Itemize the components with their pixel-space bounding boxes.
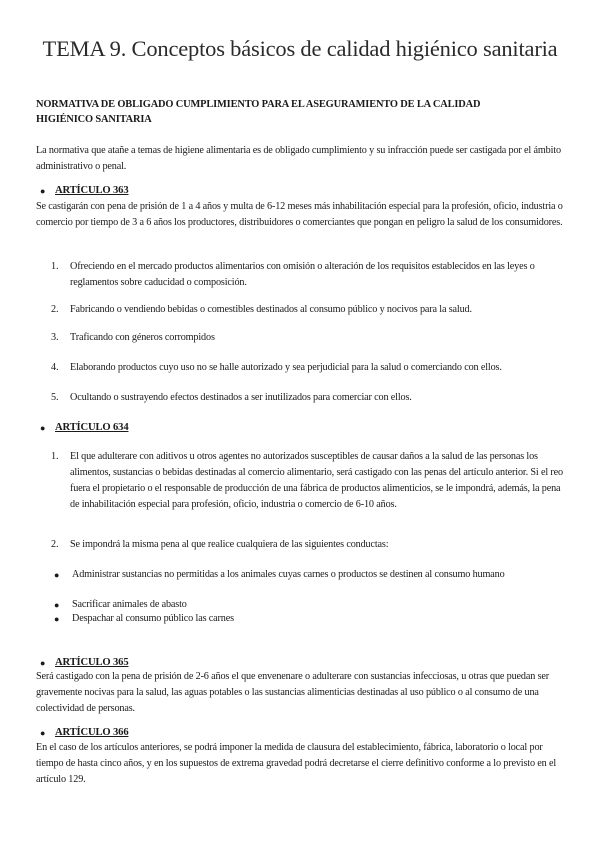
list-item-text: Fabricando o vendiendo bebidas o comestibles destinados al consumo público y nocivos para la salud. xyxy=(70,304,472,315)
bullet-item-text: Administrar sustancias no permitidas a los animales cuyas carnes o productos se destinen al consumo humano xyxy=(72,569,505,580)
list-item xyxy=(51,330,566,346)
bullet-item-text: Sacrificar animales de abasto xyxy=(72,599,187,610)
list-item xyxy=(51,259,566,291)
page-title: TEMA 9. Conceptos básicos de calidad higiénico sanitaria xyxy=(42,36,558,61)
list-item xyxy=(51,302,566,318)
list-item xyxy=(51,390,566,406)
bullet-item xyxy=(54,611,566,627)
list-item-number: 2. xyxy=(51,304,59,315)
list-item-text: Se impondrá la misma pena al que realice cualquiera de las siguientes conductas: xyxy=(70,539,389,550)
article-363-paragraph: Se castigarán con pena de prisión de 1 a 4 años y multa de 6-12 meses más inhabilitación especial para la profesión, oficio, industria o comercio por tiempo de 3 a 6 años los productores, distribuidores o comerciantes que pongan en peligro la salud de los consumidores. xyxy=(36,201,563,228)
article-634-title: ARTÍCULO 634 xyxy=(55,422,129,433)
bullet-icon: ● xyxy=(40,423,46,433)
bullet-icon: ● xyxy=(54,570,60,580)
list-item-number: 3. xyxy=(51,332,59,343)
article-366-heading xyxy=(40,725,129,741)
list-item-text: Ofreciendo en el mercado productos alimentarios con omisión o alteración de los requisitos establecidos en las leyes o reglamentos sobre caducidad o composición. xyxy=(70,261,535,288)
bullet-icon: ● xyxy=(54,600,60,610)
list-item xyxy=(51,360,566,376)
bullet-item xyxy=(54,567,566,583)
list-item-number: 1. xyxy=(51,261,59,272)
article-363-title: ARTÍCULO 363 xyxy=(55,185,129,196)
article-634-heading xyxy=(40,420,129,436)
list-item-number: 1. xyxy=(51,451,59,462)
article-363-heading xyxy=(40,183,129,199)
article-365-title: ARTÍCULO 365 xyxy=(55,657,129,668)
bullet-icon: ● xyxy=(40,658,46,668)
list-item-text: Ocultando o sustrayendo efectos destinados a ser inutilizados para comerciar con ellos. xyxy=(70,392,412,403)
list-item-text: Traficando con géneros corrompidos xyxy=(70,332,215,343)
bullet-icon: ● xyxy=(54,614,60,624)
list-item-number: 2. xyxy=(51,539,59,550)
article-365-paragraph: Será castigado con la pena de prisión de 2-6 años el que envenenare o adulterare con sustancias infecciosas, u otras que puedan ser gravemente nocivas para la salud, las aguas potables o las sustancias alimenticias destinadas al uso público o al consumo de una colectividad de personas. xyxy=(36,671,550,714)
section-heading: NORMATIVA DE OBLIGADO CUMPLIMIENTO PARA EL ASEGURAMIENTO DE LA CALIDAD HIGIÉNICO SANITARIA xyxy=(36,99,481,125)
list-item-text: El que adulterare con aditivos u otros agentes no autorizados susceptibles de causar daños a la salud de las personas los alimentos, sustancias o bebidas destinadas al comercio alimentario, será castigado con las penas del artículo anterior. Si el reo fuera el propietario o el responsable de producción de una fábrica de productos alimenticios, se le impondrá, además, la pena de inhabilitación especial para profesión, oficio, industria o comercio de 6-10 años. xyxy=(70,451,563,510)
list-item xyxy=(51,449,566,513)
article-366-title: ARTÍCULO 366 xyxy=(55,727,129,738)
list-item-number: 4. xyxy=(51,362,59,373)
list-item xyxy=(51,537,566,553)
bullet-icon: ● xyxy=(40,186,46,196)
intro-paragraph: La normativa que atañe a temas de higiene alimentaria es de obligado cumplimiento y su infracción puede ser castigada por el ámbito administrativo o penal. xyxy=(36,145,561,172)
list-item-text: Elaborando productos cuyo uso no se halle autorizado y sea perjudicial para la salud o comerciando con ellos. xyxy=(70,362,502,373)
article-366-paragraph: En el caso de los artículos anteriores, se podrá imponer la medida de clausura del establecimiento, fábrica, laboratorio o local por tiempo de hasta cinco años, y en los supuestos de extrema gravedad podrá decretarse el cierre definitivo conforme a lo previsto en el artículo 129. xyxy=(36,742,557,785)
bullet-icon: ● xyxy=(40,728,46,738)
list-item-number: 5. xyxy=(51,392,59,403)
bullet-item-text: Despachar al consumo público las carnes xyxy=(72,613,234,624)
